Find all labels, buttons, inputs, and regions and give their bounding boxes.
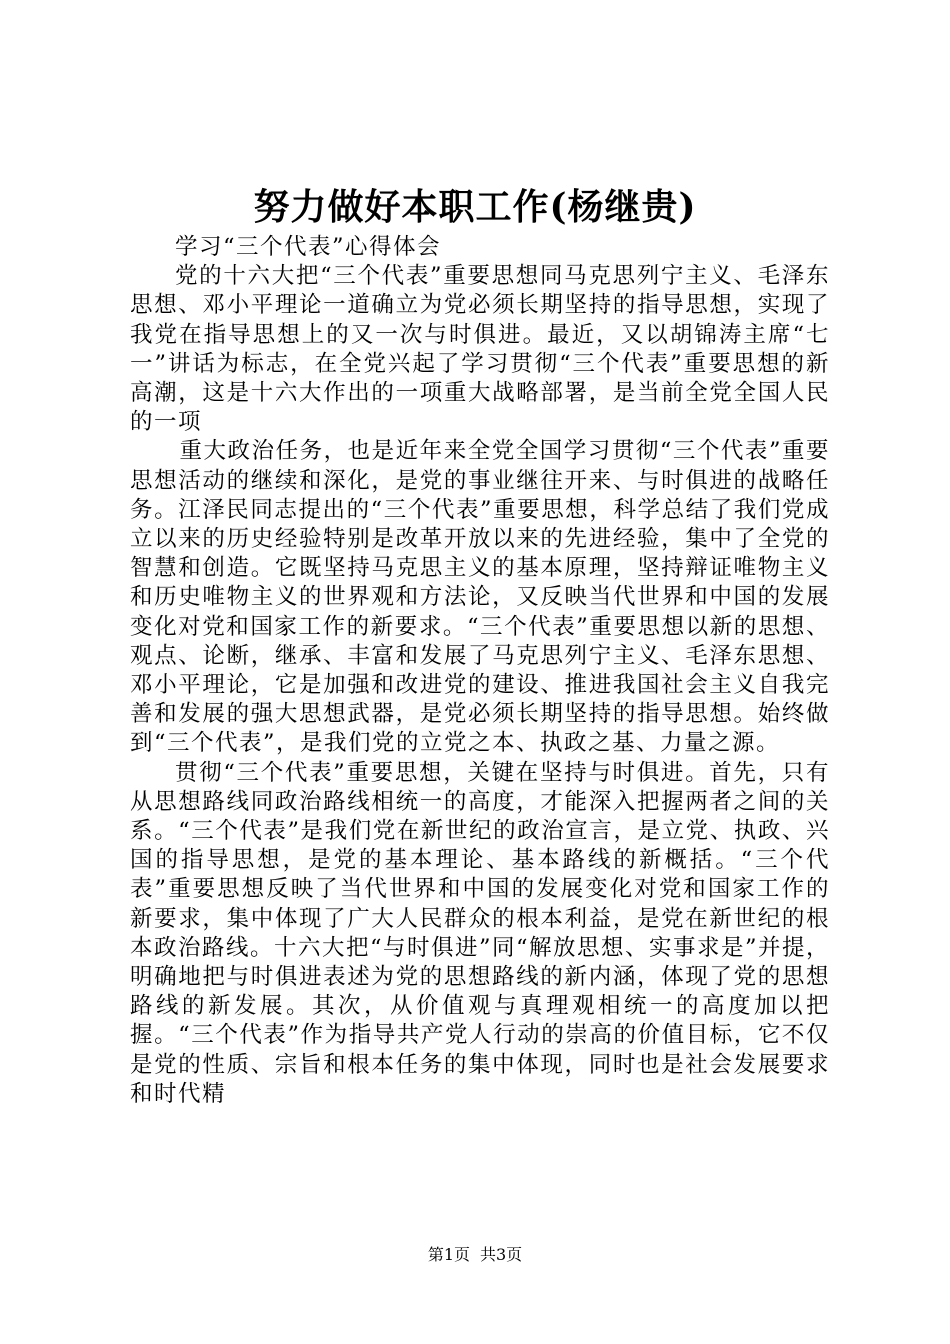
paragraph-subtitle: 学习“三个代表”心得体会 [175, 234, 442, 260]
paragraph-1: 党的十六大把“三个代表”重要思想同马克思列宁主义、毛泽东思想、邓小平理论一道确立为党必须长期坚持的指导思想，实现了我党在指导思想上的又一次与时俱进。最近，又以胡锦涛主席“七一”讲话为标志，在全党兴起了学习贯彻“三个代表”重要思想的新高潮，这是十六大作出的一项重大战略部署，是当前全党全国人民的一项 [130, 263, 830, 436]
document-body [130, 233, 830, 1109]
paragraph-3: 贯彻“三个代表”重要思想，关键在坚持与时俱进。首先，只有从思想路线同政治路线相统一的高度，才能深入把握两者之间的关系。“三个代表”是我们党在新世纪的政治宣言，是立党、执政、兴国的指导思想，是党的基本理论、基本路线的新概括。“三个代表”重要思想反映了当代世界和中国的发展变化对党和国家工作的新要求，集中体现了广大人民群众的根本利益，是党在新世纪的根本政治路线。十六大把“与时俱进”同“解放思想、实事求是”并提，明确地把与时俱进表述为党的思想路线的新内涵，体现了党的思想路线的新发展。其次，从价值观与真理观相统一的高度加以把握。“三个代表”作为指导共产党人行动的崇高的价值目标，它不仅是党的性质、宗旨和根本任务的集中体现，同时也是社会发展要求和时代精 [130, 759, 831, 1107]
page-total: 共3页 [480, 1245, 523, 1264]
document-title: 努力做好本职工作(杨继贵) [253, 186, 697, 228]
page-number: 第1页 [427, 1245, 470, 1264]
paragraph-2: 重大政治任务，也是近年来全党全国学习贯彻“三个代表”重要思想活动的继续和深化，是党的事业继往开来、与时俱进的战略任务。江泽民同志提出的“三个代表”重要思想，科学总结了我们党成立以来的历史经验特别是改革开放以来的先进经验，集中了全党的智慧和创造。它既坚持马克思主义的基本原理，坚持辩证唯物主义和历史唯物主义的世界观和方法论，又反映当代世界和中国的发展变化对党和国家工作的新要求。“三个代表”重要思想以新的思想、观点、论断，继承、丰富和发展了马克思列宁主义、毛泽东思想、邓小平理论，它是加强和改进党的建设、推进我国社会主义自我完善和发展的强大思想武器，是党必须长期坚持的指导思想。始终做到“三个代表”，是我们党的立党之本、执政之基、力量之源。 [130, 438, 830, 757]
page-footer [0, 1245, 950, 1265]
